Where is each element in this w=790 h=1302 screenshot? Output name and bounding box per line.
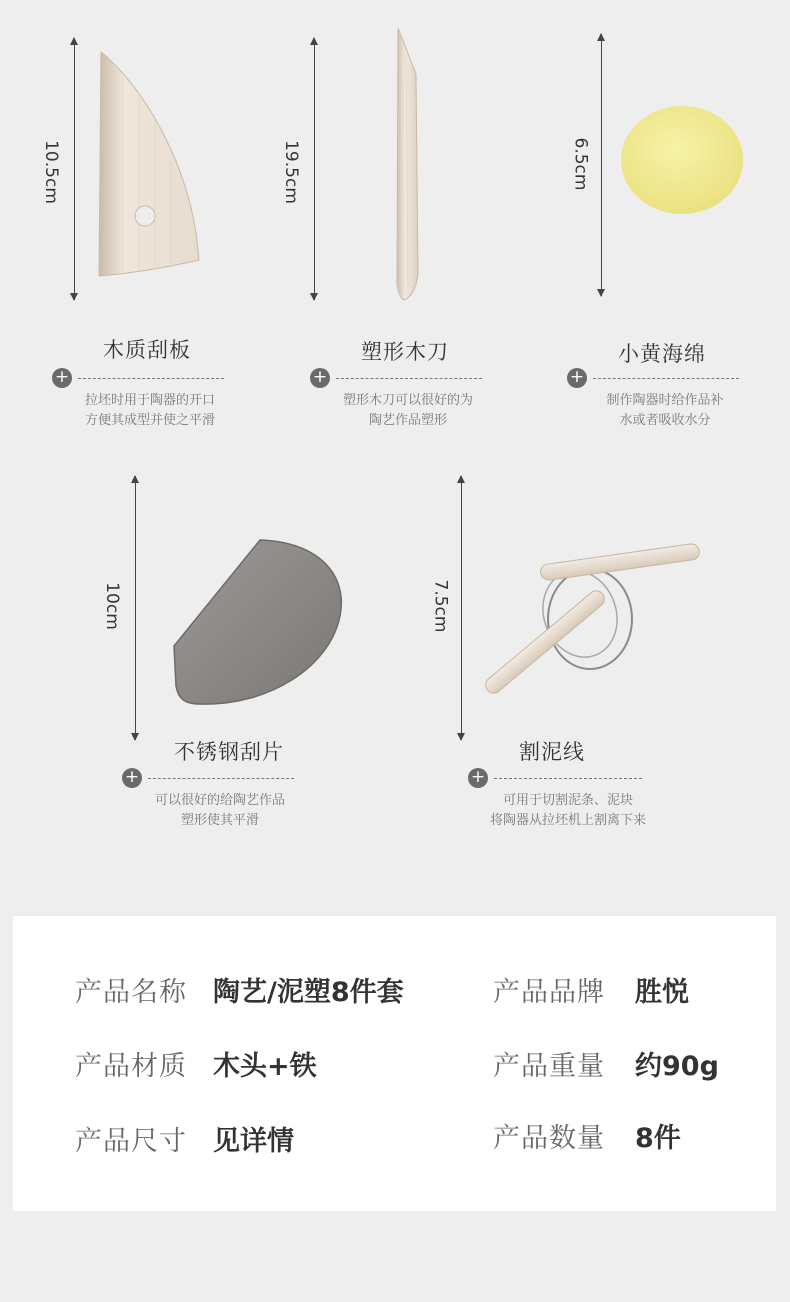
spec-value-quantity: 8件 (635, 1123, 681, 1154)
dimension-label: 19.5cm (280, 140, 301, 204)
plus-icon: + (122, 768, 142, 788)
plus-icon: + (468, 768, 488, 788)
divider (593, 378, 739, 379)
wooden-knife-image (390, 24, 422, 304)
tool-name: 割泥线 (519, 740, 585, 764)
spec-label-quantity: 产品数量 (493, 1123, 605, 1154)
plus-icon: + (52, 368, 72, 388)
dimension-label: 10.5cm (40, 140, 61, 204)
dimension-arrow (461, 476, 462, 740)
tool-description: 塑形木刀可以很好的为 陶艺作品塑形 (342, 393, 473, 428)
tool-name: 小黄海绵 (618, 342, 706, 366)
divider (78, 378, 224, 379)
spec-label-material: 产品材质 (75, 1051, 187, 1082)
spec-value-weight: 约90g (635, 1051, 719, 1082)
dimension-arrow (74, 38, 75, 300)
dimension-label: 10cm (101, 582, 122, 630)
spec-value-material: 木头+铁 (213, 1051, 317, 1082)
tool-description: 拉坯时用于陶器的开口 方便其成型并使之平滑 (84, 393, 215, 428)
spec-panel (13, 916, 776, 1211)
dimension-label: 7.5cm (430, 579, 451, 633)
tool-name: 木质刮板 (103, 338, 191, 362)
tool-description: 制作陶器时给作品补 水或者吸收水分 (606, 393, 724, 428)
yellow-sponge-image (620, 104, 744, 216)
tool-description: 可用于切割泥条、泥块 将陶器从拉坯机上割离下来 (489, 793, 646, 828)
plus-icon: + (310, 368, 330, 388)
tool-description: 可以很好的给陶艺作品 塑形使其平滑 (154, 793, 285, 828)
spec-value-name: 陶艺/泥塑8件套 (213, 977, 404, 1008)
spec-label-brand: 产品品牌 (493, 977, 605, 1008)
spec-label-size: 产品尺寸 (75, 1126, 187, 1157)
divider (494, 778, 642, 779)
spec-value-brand: 胜悦 (635, 977, 689, 1008)
dimension-arrow (314, 38, 315, 300)
wire-cutter-image (480, 534, 702, 704)
spec-value-size: 见详情 (213, 1126, 294, 1157)
tool-name: 不锈钢刮片 (174, 740, 284, 764)
tool-name: 塑形木刀 (361, 340, 449, 364)
wooden-rib-image (95, 48, 201, 280)
divider (148, 778, 294, 779)
steel-scraper-image (170, 536, 348, 708)
spec-label-weight: 产品重量 (493, 1051, 605, 1082)
spec-label-name: 产品名称 (75, 977, 187, 1008)
plus-icon: + (567, 368, 587, 388)
dimension-label: 6.5cm (570, 137, 591, 191)
dimension-arrow (135, 476, 136, 740)
dimension-arrow (601, 34, 602, 296)
divider (336, 378, 482, 379)
